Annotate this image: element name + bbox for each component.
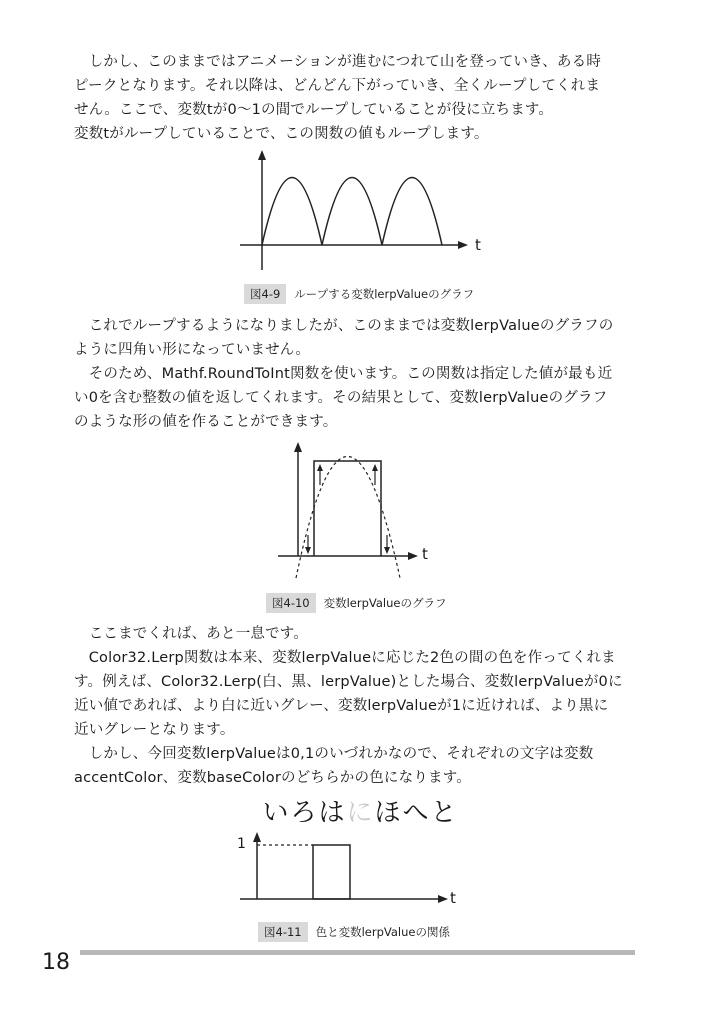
figure-caption bbox=[258, 922, 450, 942]
figure-caption-text: 変数lerpValueのグラフ bbox=[323, 596, 447, 610]
figure-label: 図4-9 bbox=[244, 284, 286, 304]
text-line: ように四角い形になっていません。 bbox=[74, 342, 311, 358]
axis-label-t: t bbox=[475, 236, 481, 254]
text-line: せん。ここで、変数tが0〜1の間でループしていることが役に立ちます。 bbox=[74, 102, 554, 118]
text-line: ここまでくれば、あと一息です。 bbox=[74, 626, 309, 642]
text-line: これでループするようになりましたが、このままでは変数lerpValueのグラフの bbox=[74, 318, 614, 334]
text-line: 近いグレーとなります。 bbox=[74, 722, 235, 738]
text-line: しかし、このままではアニメーションが進むにつれて山を登っていき、ある時 bbox=[74, 54, 602, 70]
y-tick-1: 1 bbox=[237, 836, 246, 852]
axis-label-t: t bbox=[422, 545, 428, 563]
figure-caption-text: ループする変数lerpValueのグラフ bbox=[294, 287, 475, 301]
text-line: い0を含む整数の値を返してくれます。その結果として、変数lerpValueのグラフ bbox=[74, 390, 608, 406]
text-line: す。例えば、Color32.Lerp(白、黒、lerpValue)とした場合、変数lerpValueが0に bbox=[74, 674, 623, 690]
figure-label: 図4-10 bbox=[266, 593, 316, 613]
page-number: 18 bbox=[42, 950, 70, 975]
kana-dark-2: ほへと bbox=[374, 798, 459, 828]
text-line: ピークとなります。それ以降は、どんどん下がっていき、全くループしてくれま bbox=[74, 78, 601, 94]
text-line: accentColor、変数baseColorのどちらかの色になります。 bbox=[74, 770, 471, 786]
text-line: しかし、今回変数lerpValueは0,1のいづれかなので、それぞれの文字は変数 bbox=[74, 746, 594, 762]
text-line: 近い値であれば、より白に近いグレー、変数lerpValueが1に近ければ、より黒に bbox=[74, 698, 609, 714]
figure-label: 図4-11 bbox=[258, 922, 308, 942]
text-line: のような形の値を作ることができます。 bbox=[74, 414, 338, 430]
figure-caption-text: 色と変数lerpValueの関係 bbox=[315, 925, 450, 939]
kana-accent: に bbox=[346, 798, 375, 828]
kana-dark-1: いろは bbox=[262, 798, 347, 828]
footer-rule bbox=[80, 950, 635, 955]
text-line: そのため、Mathf.RoundToInt関数を使います。この関数は指定した値が最も近 bbox=[74, 366, 613, 382]
text-line: 変数tがループしていることで、この関数の値もループします。 bbox=[74, 126, 489, 142]
axis-label-t: t bbox=[450, 889, 456, 907]
text-line: Color32.Lerp関数は本来、変数lerpValueに応じた2色の間の色を作ってくれま bbox=[74, 650, 616, 666]
